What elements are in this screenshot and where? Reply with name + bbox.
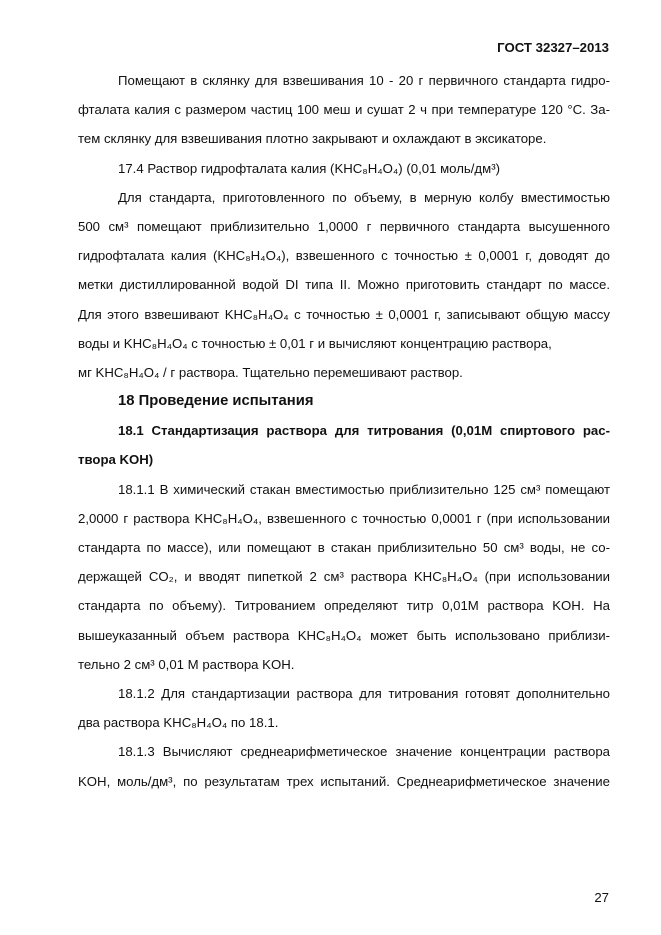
text-line: тельно 2 см³ 0,01 M раствора KOH.: [78, 656, 295, 672]
text-line: 18.1.3 Вычисляют среднеарифметическое значение концентрации раствора: [118, 744, 610, 760]
text-line: 500 см³ помещают приблизительно 1,0000 г первичного стандарта высушенного: [78, 218, 610, 234]
body-text: [78, 66, 610, 796]
text-line: фталата калия с размером частиц 100 меш и сушат 2 ч при температуре 120 °C. За-: [78, 102, 610, 118]
text-line: держащей CO₂, и вводят пипеткой 2 см³ раствора KHC₈H₄O₄ (при использовании: [78, 569, 610, 585]
subsection-heading-continuation: твора KOH): [78, 452, 154, 468]
text-line: KOH, моль/дм³, по результатам трех испытаний. Среднеарифметическое значение: [78, 773, 610, 789]
page-number: 27: [594, 890, 609, 905]
text-line: мг KHC₈H₄O₄ / г раствора. Тщательно перемешивают раствор.: [78, 364, 463, 380]
text-line: два раствора KHC₈H₄O₄ по 18.1.: [78, 715, 279, 731]
section-heading: 18 Проведение испытания: [118, 393, 314, 410]
text-line: воды и KHC₈H₄O₄ с точностью ± 0,01 г и вычисляют концентрацию раствора,: [78, 335, 552, 351]
text-line: стандарта по массе), или помещают в стакан приблизительно 50 см³ воды, не со-: [78, 540, 610, 555]
text-line: стандарта по объему). Титрованием определяют титр 0,01M раствора KOH. На: [78, 598, 610, 614]
text-line: Помещают в склянку для взвешивания 10 - 20 г первичного стандарта гидро-: [118, 73, 610, 88]
subsection-heading: 17.4 Раствор гидрофталата калия (KHC₈H₄O₄) (0,01 моль/дм³): [118, 160, 500, 176]
text-line: 18.1.2 Для стандартизации раствора для титрования готовят дополнительно: [118, 685, 610, 701]
text-line: вышеуказанный объем раствора KHC₈H₄O₄ может быть использовано приблизи-: [78, 627, 610, 643]
text-line: 2,0000 г раствора KHC₈H₄O₄, взвешенного с точностью 0,0001 г (при использовании: [78, 510, 610, 526]
text-line: Для стандарта, приготовленного по объему, в мерную колбу вместимостью: [118, 189, 610, 205]
text-line: метки дистиллированной водой DI типа II. Можно приготовить стандарт по массе.: [78, 277, 610, 293]
text-line: 18.1.1 В химический стакан вместимостью приблизительно 125 см³ помещают: [118, 481, 610, 497]
subsection-heading: 18.1 Стандартизация раствора для титрования (0,01M спиртового рас-: [118, 423, 610, 439]
text-line: гидрофталата калия (KHC₈H₄O₄), взвешенного с точностью ± 0,0001 г, доводят до: [78, 248, 610, 264]
standard-number-header: ГОСТ 32327–2013: [497, 40, 609, 55]
text-line: Для этого взвешивают KHC₈H₄O₄ с точностью ± 0,0001 г, записывают общую массу: [78, 306, 610, 322]
text-line: тем склянку для взвешивания плотно закрывают и охлаждают в эксикаторе.: [78, 131, 547, 147]
